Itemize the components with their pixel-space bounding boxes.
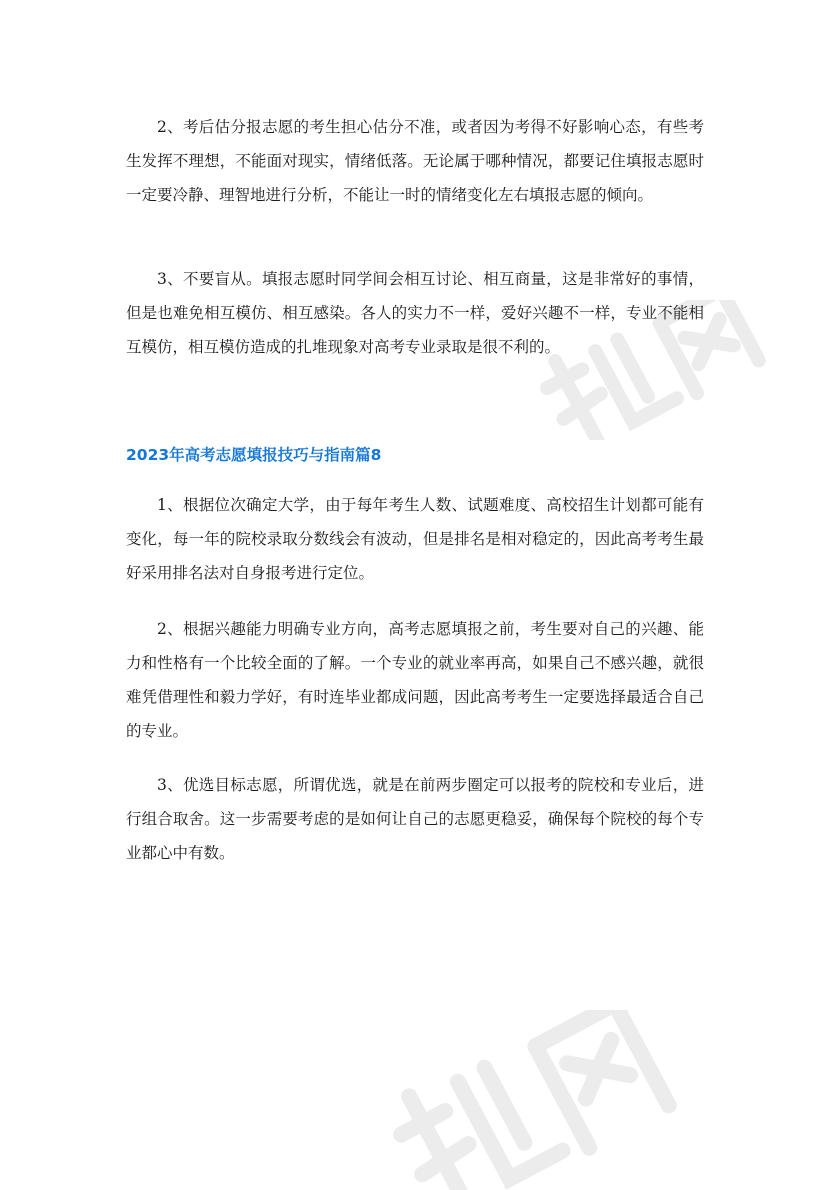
paragraph-rank-based: 1、根据位次确定大学，由于每年考生人数、试题难度、高校招生计划都可能有变化，每一年的院校录取分数线会有波动，但是排名是相对稳定的，因此高考考生最好采用排名法对自身报考进行定位。 [126, 496, 704, 582]
paragraph-no-blind-following: 3、不要盲从。填报志愿时同学间会相互讨论、相互商量，这是非常好的事情，但是也难免相互模仿、相互感染。各人的实力不一样，爱好兴趣不一样，专业不能相互模仿，相互模仿造成的扎堆现象对高考专业录取是很不利的。 [126, 270, 704, 356]
paragraph-target-selection: 3、优选目标志愿，所谓优选，就是在前两步圈定可以报考的院校和专业后，进行组合取舍。这一步需要考虑的是如何让自己的志愿更稳妥，确保每个院校的每个专业都心中有数。 [126, 776, 704, 862]
paragraph-estimate-worry: 2、考后估分报志愿的考生担心估分不准，或者因为考得不好影响心态，有些考生发挥不理想，不能面对现实，情绪低落。无论属于哪种情况，都要记住填报志愿时一定要冷静、理智地进行分析，不能让一时的情绪变化左右填报志愿的倾向。 [126, 118, 704, 204]
paragraph-interest-major: 2、根据兴趣能力明确专业方向，高考志愿填报之前，考生要对自己的兴趣、能力和性格有一个比较全面的了解。一个专业的就业率再高，如果自己不感兴趣，就很难凭借理性和毅力学好，有时连毕业都成问题，因此高考考生一定要选择最适合自己的专业。 [126, 620, 704, 740]
section-heading: 2023年高考志愿填报技巧与指南篇8 [126, 446, 382, 464]
watermark-stamp-bottom [380, 1010, 680, 1190]
